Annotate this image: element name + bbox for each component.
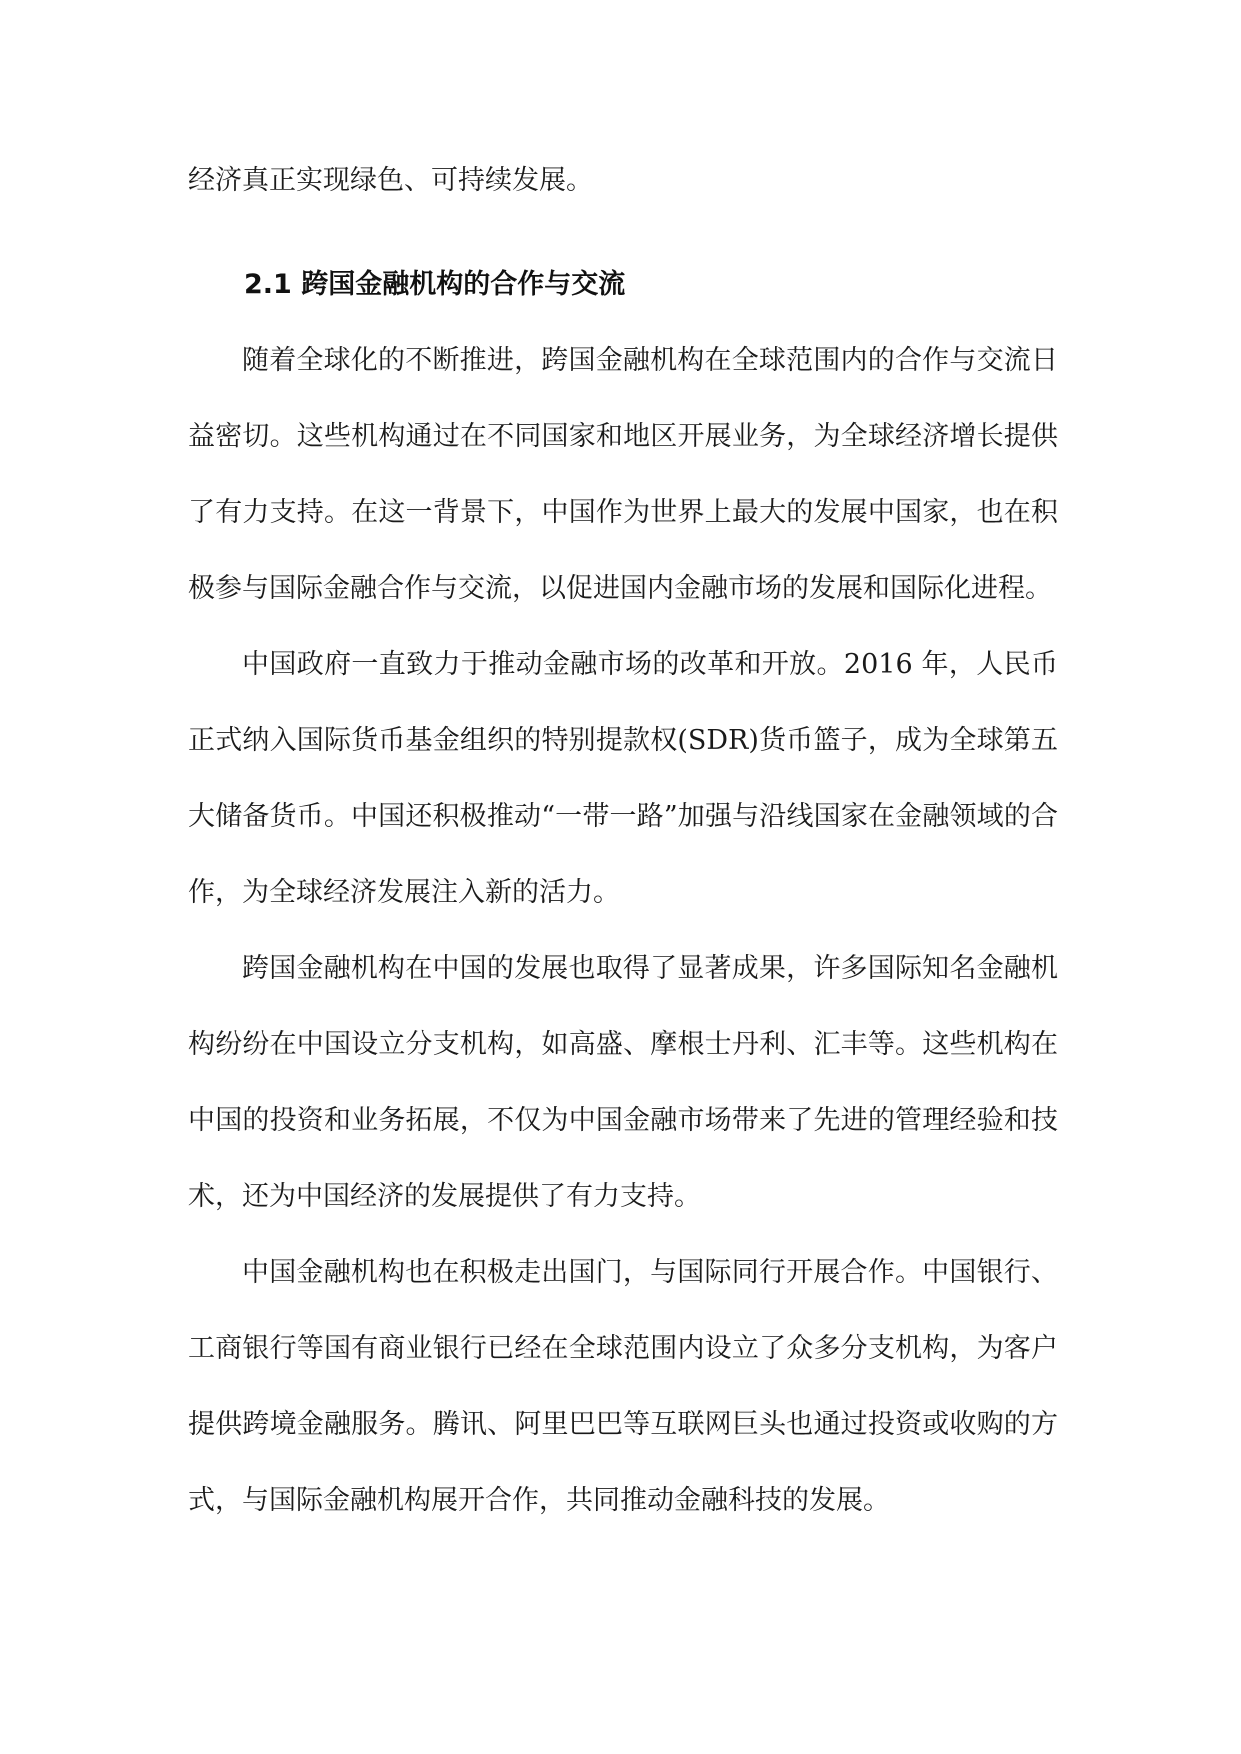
body-paragraph-4: 中国金融机构也在积极走出国门，与国际同行开展合作。中国银行、工商银行等国有商业银行已经在全球范围内设立了众多分支机构，为客户提供跨境金融服务。腾讯、阿里巴巴等互联网巨头也通过投资或收购的方式，与国际金融机构展开合作，共同推动金融科技的发展。 xyxy=(188,1257,1058,1516)
document-body xyxy=(188,143,1058,1539)
body-paragraph-2: 中国政府一直致力于推动金融市场的改革和开放。2016 年，人民币正式纳入国际货币基金组织的特别提款权(SDR)货币篮子，成为全球第五大储备货币。中国还积极推动“一带一路”加强与沿线国家在金融领域的合作，为全球经济发展注入新的活力。 xyxy=(188,649,1058,908)
body-paragraph-1: 随着全球化的不断推进，跨国金融机构在全球范围内的合作与交流日益密切。这些机构通过在不同国家和地区开展业务，为全球经济增长提供了有力支持。在这一背景下，中国作为世界上最大的发展中国家，也在积极参与国际金融合作与交流，以促进国内金融市场的发展和国际化进程。 xyxy=(188,345,1058,604)
continuation-paragraph: 经济真正实现绿色、可持续发展。 xyxy=(188,165,593,196)
section-heading: 2.1 跨国金融机构的合作与交流 xyxy=(244,269,626,300)
body-paragraph-3: 跨国金融机构在中国的发展也取得了显著成果，许多国际知名金融机构纷纷在中国设立分支机构，如高盛、摩根士丹利、汇丰等。这些机构在中国的投资和业务拓展，不仅为中国金融市场带来了先进的管理经验和技术，还为中国经济的发展提供了有力支持。 xyxy=(188,953,1058,1212)
